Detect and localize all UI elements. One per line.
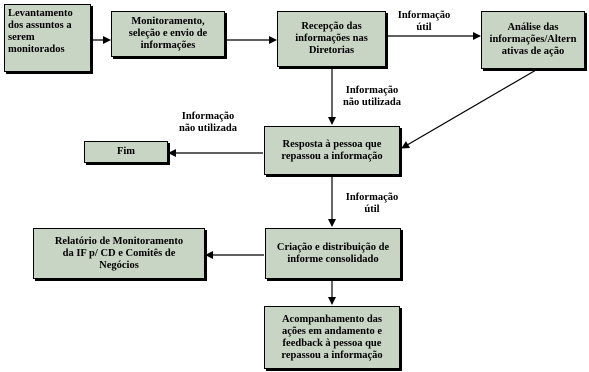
node-fim: Fim (84, 141, 168, 163)
label-informacao-nao-utilizada-mid: Informação não utilizada (342, 85, 402, 108)
node-criacao: Criação e distribuição de informe consolidado (265, 228, 401, 279)
node-acompanhamento: Acompanhamento das ações em andamento e feedback à pessoa que repassou a informação (264, 306, 400, 369)
node-monitoramento: Monitoramento, seleção e envio de informações (111, 11, 225, 57)
label-informacao-util-top: Informação útil (397, 10, 451, 33)
arrow-analise-to-resposta (402, 70, 536, 148)
node-levantamento: Levantamento dos assuntos a serem monitorados (4, 4, 91, 72)
node-relatorio: Relatório de Monitoramento da IF p/ CD e Comitês de Negócios (33, 228, 205, 279)
node-analise: Análise das informações/Altern ativas de ação (481, 11, 585, 69)
node-resposta: Resposta à pessoa que repassou a informação (264, 126, 400, 175)
label-informacao-util-bottom: Informação útil (345, 192, 399, 215)
label-informacao-nao-utilizada-left: Informação não utilizada (178, 111, 238, 134)
node-recepcao: Recepção das informações nas Diretorias (277, 11, 386, 67)
